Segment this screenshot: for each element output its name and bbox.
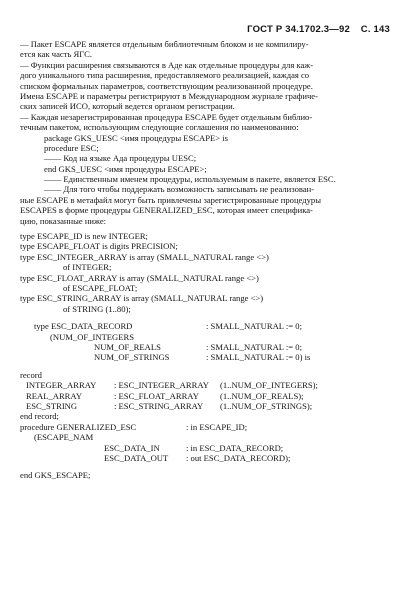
text-line: — Каждая незарегистрированная процедура ESCAPE будет отдельным библио- xyxy=(20,111,313,122)
discriminant-name: type ESC_DATA_RECORD xyxy=(34,321,133,332)
field-name: INTEGER_ARRAY xyxy=(26,380,97,391)
code-line: type ESC_INTEGER_ARRAY is array (SMALL_NATURAL range <>) xyxy=(20,251,269,262)
discriminant-type: : SMALL_NATURAL := 0) is xyxy=(206,352,311,363)
code-line: type ESC_STRING_ARRAY is array (SMALL_NATURAL range <>) xyxy=(20,293,264,304)
discriminant-name: (NUM_OF_INTEGERS xyxy=(50,331,135,342)
text-line: ских записей ИСО, который ведется органом регистрации. xyxy=(20,101,235,112)
end-record: end record; xyxy=(20,411,59,422)
page-number: С. 143 xyxy=(360,24,390,35)
parameter-type: : in ESCAPE_ID; xyxy=(186,421,248,432)
code-line: end GKS_UESC <имя процедуры ESCAPE>; xyxy=(44,163,207,174)
discriminant-type: : SMALL_NATURAL := 0; xyxy=(206,321,302,332)
parameter-name: (ESCAPE_NAM xyxy=(34,432,94,443)
code-line: of INTEGER; xyxy=(20,262,112,273)
text-line: списком формальных параметров, соответствующим реализованной процедуре. xyxy=(20,80,313,91)
code-line: package GKS_UESC <имя процедуры ESCAPE> is xyxy=(44,132,228,143)
text-line: ется как часть ЯГС. xyxy=(20,49,93,60)
parameter-name: ESC_DATA_OUT xyxy=(104,453,169,463)
text-line: — Пакет ESCAPE является отдельным библиотечным блоком и не компилиру- xyxy=(20,39,309,49)
intro-paragraphs xyxy=(20,39,392,133)
text-line: —— Для того чтобы поддержать возможность записывать не реализован- xyxy=(44,184,315,195)
field-range: (1..NUM_OF_INTEGERS); xyxy=(220,380,318,391)
text-line: течным пакетом, использующим следующие соглашения по наименованию: xyxy=(20,122,299,133)
field-name: ESC_STRING xyxy=(26,400,78,411)
discriminant-name: NUM_OF_STRINGS xyxy=(94,352,170,363)
standard-number: ГОСТ Р 34.1702.3—92 xyxy=(247,24,350,35)
discriminant-name: NUM_OF_REALS xyxy=(94,341,161,352)
procedure-header: procedure GENERALIZED_ESC xyxy=(20,421,137,432)
record-discriminants xyxy=(34,321,392,363)
procedure-spec xyxy=(20,422,392,464)
code-line: type ESCAPE_FLOAT is digits PRECISION; xyxy=(20,241,178,252)
code-line: type ESCAPE_ID is new INTEGER; xyxy=(20,231,148,242)
code-line: type ESC_FLOAT_ARRAY is array (SMALL_NATURAL range <>) xyxy=(20,272,259,283)
record-fields xyxy=(26,380,392,411)
record-keyword: record xyxy=(20,369,42,380)
code-line: of STRING (1..80); xyxy=(20,303,131,314)
field-range: (1..NUM_OF_STRINGS); xyxy=(220,400,313,411)
discriminant-type xyxy=(206,332,406,342)
field-type: : ESC_INTEGER_ARRAY xyxy=(114,380,209,391)
text-line: ESCAPES в форме процедуры GENERALIZED_ESC, которая имеет специфика- xyxy=(20,205,313,216)
end-package: end GKS_ESCAPE; xyxy=(20,470,91,481)
page-header xyxy=(247,24,390,35)
text-line: —— Единственным именем процедуры, используемым в пакете, является ESC. xyxy=(44,174,336,185)
code-line: of ESCAPE_FLOAT; xyxy=(20,282,138,293)
text-line: дого уникального типа расширения, предоставляемого реализацией, каждая со xyxy=(20,70,310,81)
field-name: REAL_ARRAY xyxy=(26,390,83,401)
field-type: : ESC_FLOAT_ARRAY xyxy=(114,390,199,401)
parameter-name: ESC_DATA_IN xyxy=(104,442,160,453)
field-range: (1..NUM_OF_REALS); xyxy=(220,390,304,401)
parameter-type: : out ESC_DATA_RECORD); xyxy=(186,453,291,463)
parameter-type: : in ESC_DATA_RECORD; xyxy=(186,442,284,453)
text-line: Имена ESCAPE и параметры регистрируют в Международном журнале графиче- xyxy=(20,90,318,101)
document-body xyxy=(20,39,392,481)
discriminant-type: : SMALL_NATURAL := 0; xyxy=(206,341,302,352)
code-line: procedure ESC; xyxy=(44,142,99,153)
text-line: — Функции расширения связываются в Аде как отдельные процедуры для каж- xyxy=(20,59,314,70)
type-declarations xyxy=(20,231,392,314)
naming-convention xyxy=(20,133,392,227)
text-line: цию, показанные ниже: xyxy=(20,215,107,226)
code-line: —— Код на языке Ада процедуры UESC; xyxy=(44,153,197,164)
parameter-type xyxy=(186,432,386,442)
field-type: : ESC_STRING_ARRAY xyxy=(114,400,204,411)
text-line: ные ESCAPE в метафайл могут быть привлечены зарегистрированные процедуры xyxy=(20,194,321,205)
